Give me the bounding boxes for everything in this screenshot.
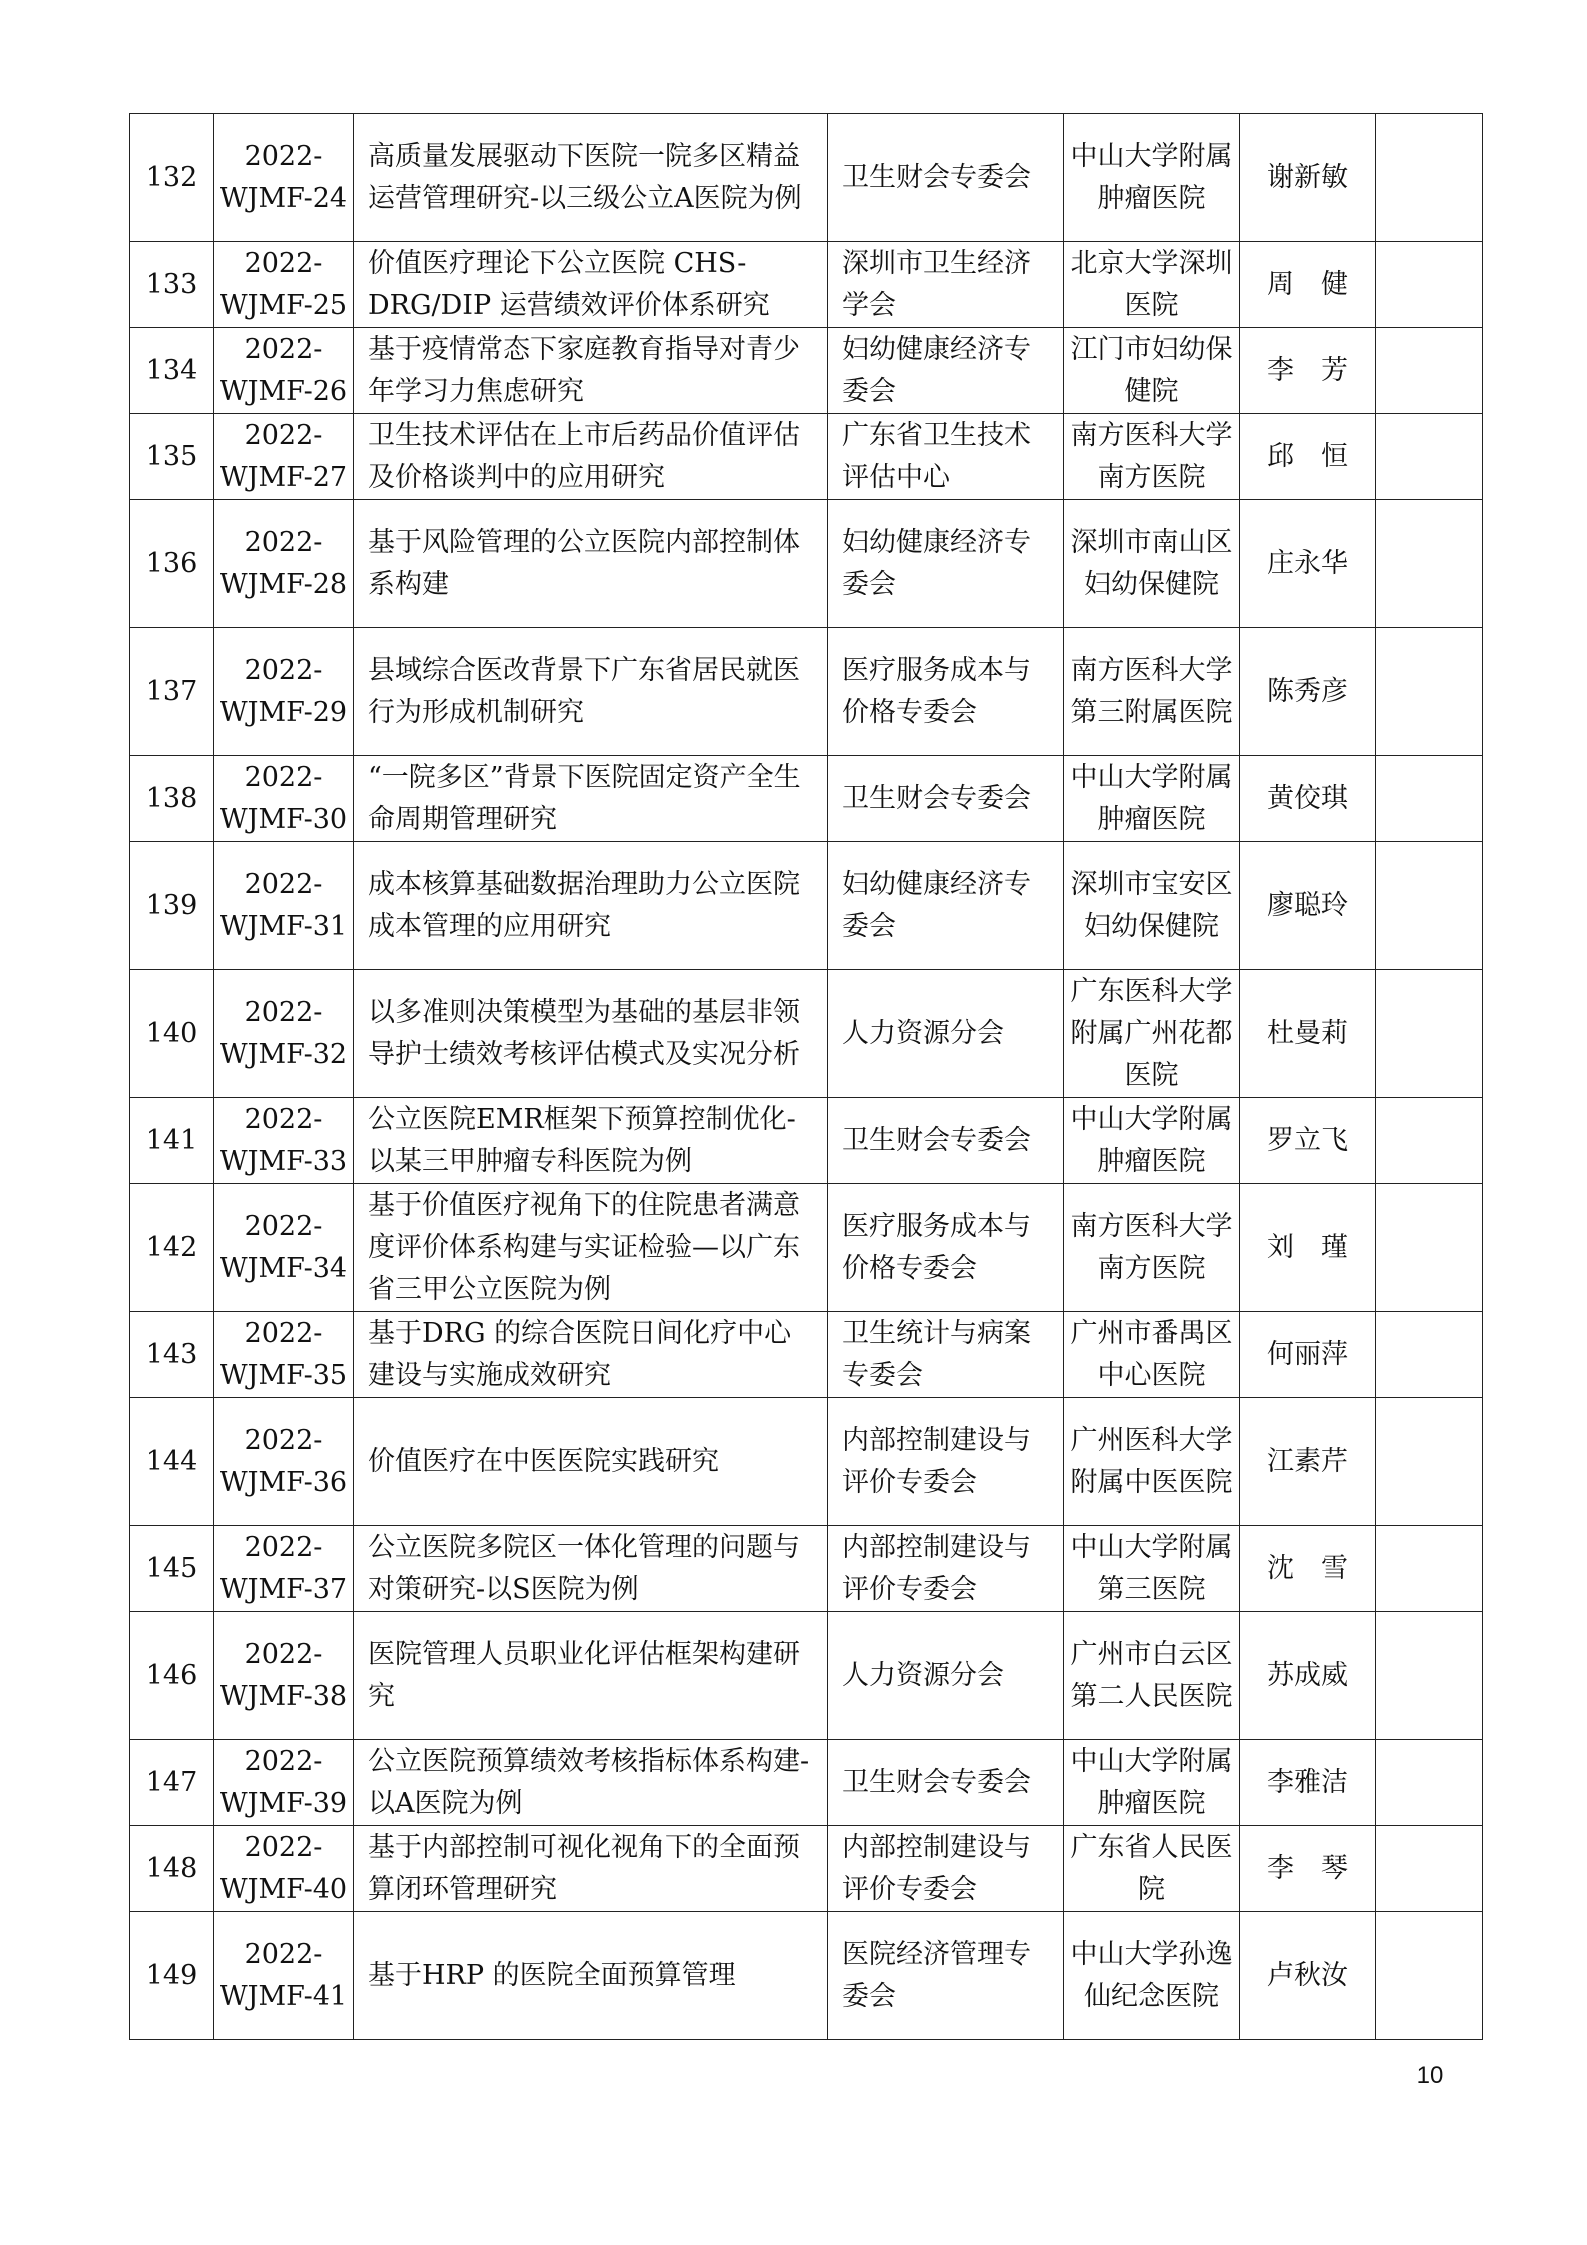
row-number-cell: 132 <box>130 114 214 242</box>
project-title-cell: 基于价值医疗视角下的住院患者满意度评价体系构建与实证检验—以广东省三甲公立医院为例 <box>354 1184 828 1312</box>
principal-investigator-cell: 何丽萍 <box>1240 1312 1376 1398</box>
institution-cell: 广州市番禺区中心医院 <box>1064 1312 1240 1398</box>
institution-cell: 广东省人民医院 <box>1064 1826 1240 1912</box>
recommending-unit-cell: 医疗服务成本与价格专委会 <box>828 628 1064 756</box>
project-code-id: WJMF-34 <box>219 1252 348 1284</box>
project-title-cell: 基于内部控制可视化视角下的全面预算闭环管理研究 <box>354 1826 828 1912</box>
project-list-table <box>129 113 1483 2040</box>
project-code-year: 2022- <box>244 247 323 279</box>
project-code-cell <box>214 414 354 500</box>
table-row <box>130 1740 1483 1826</box>
row-number-cell: 146 <box>130 1612 214 1740</box>
recommending-unit-cell: 医疗服务成本与价格专委会 <box>828 1184 1064 1312</box>
institution-cell: 南方医科大学南方医院 <box>1064 1184 1240 1312</box>
table-body <box>130 114 1483 2040</box>
project-code-cell <box>214 1826 354 1912</box>
recommending-unit-cell: 深圳市卫生经济学会 <box>828 242 1064 328</box>
recommending-unit-cell: 广东省卫生技术评估中心 <box>828 414 1064 500</box>
remarks-cell <box>1376 1312 1483 1398</box>
remarks-cell <box>1376 1612 1483 1740</box>
institution-cell: 中山大学附属肿瘤医院 <box>1064 1740 1240 1826</box>
principal-investigator-cell: 江素芹 <box>1240 1398 1376 1526</box>
row-number-cell: 134 <box>130 328 214 414</box>
recommending-unit-cell: 人力资源分会 <box>828 970 1064 1098</box>
project-code-year: 2022- <box>244 1103 323 1135</box>
project-code-year: 2022- <box>244 868 323 900</box>
institution-cell: 广东医科大学附属广州花都医院 <box>1064 970 1240 1098</box>
project-code-year: 2022- <box>244 996 323 1028</box>
row-number-cell: 147 <box>130 1740 214 1826</box>
recommending-unit-cell: 内部控制建设与评价专委会 <box>828 1826 1064 1912</box>
table-row <box>130 1184 1483 1312</box>
project-code-year: 2022- <box>244 654 323 686</box>
project-code-cell <box>214 242 354 328</box>
remarks-cell <box>1376 970 1483 1098</box>
table-row <box>130 1826 1483 1912</box>
project-title-cell: 卫生技术评估在上市后药品价值评估及价格谈判中的应用研究 <box>354 414 828 500</box>
principal-investigator-cell: 苏成威 <box>1240 1612 1376 1740</box>
project-code-year: 2022- <box>244 333 323 365</box>
institution-cell: 中山大学附属肿瘤医院 <box>1064 114 1240 242</box>
recommending-unit-cell: 妇幼健康经济专委会 <box>828 328 1064 414</box>
row-number-cell: 141 <box>130 1098 214 1184</box>
project-title-cell: 医院管理人员职业化评估框架构建研究 <box>354 1612 828 1740</box>
table-row <box>130 1912 1483 2040</box>
project-code-year: 2022- <box>244 1831 323 1863</box>
page-number: 10 <box>1416 2062 1444 2089</box>
remarks-cell <box>1376 500 1483 628</box>
institution-cell: 深圳市宝安区妇幼保健院 <box>1064 842 1240 970</box>
recommending-unit-cell: 妇幼健康经济专委会 <box>828 500 1064 628</box>
principal-investigator-cell: 庄永华 <box>1240 500 1376 628</box>
principal-investigator-cell: 卢秋汝 <box>1240 1912 1376 2040</box>
row-number-cell: 133 <box>130 242 214 328</box>
project-code-id: WJMF-32 <box>219 1038 348 1070</box>
row-number-cell: 140 <box>130 970 214 1098</box>
project-code-id: WJMF-30 <box>219 803 348 835</box>
project-code-cell <box>214 328 354 414</box>
recommending-unit-cell: 卫生财会专委会 <box>828 1098 1064 1184</box>
project-code-id: WJMF-25 <box>219 289 348 321</box>
recommending-unit-cell: 内部控制建设与评价专委会 <box>828 1526 1064 1612</box>
table-row <box>130 414 1483 500</box>
principal-investigator-cell: 李 芳 <box>1240 328 1376 414</box>
table-row <box>130 114 1483 242</box>
table-row <box>130 756 1483 842</box>
project-title-cell: 价值医疗理论下公立医院 CHS-DRG/DIP 运营绩效评价体系研究 <box>354 242 828 328</box>
row-number-cell: 148 <box>130 1826 214 1912</box>
recommending-unit-cell: 卫生财会专委会 <box>828 1740 1064 1826</box>
remarks-cell <box>1376 1826 1483 1912</box>
project-title-cell: 公立医院多院区一体化管理的问题与对策研究-以S医院为例 <box>354 1526 828 1612</box>
institution-cell: 广州医科大学附属中医医院 <box>1064 1398 1240 1526</box>
table-row <box>130 1312 1483 1398</box>
project-code-year: 2022- <box>244 1317 323 1349</box>
remarks-cell <box>1376 756 1483 842</box>
project-code-id: WJMF-35 <box>219 1359 348 1391</box>
table-row <box>130 500 1483 628</box>
row-number-cell: 142 <box>130 1184 214 1312</box>
project-code-id: WJMF-29 <box>219 696 348 728</box>
project-code-cell <box>214 1526 354 1612</box>
project-code-id: WJMF-27 <box>219 461 348 493</box>
principal-investigator-cell: 沈 雪 <box>1240 1526 1376 1612</box>
row-number-cell: 143 <box>130 1312 214 1398</box>
project-code-cell <box>214 1740 354 1826</box>
institution-cell: 南方医科大学南方医院 <box>1064 414 1240 500</box>
principal-investigator-cell: 陈秀彦 <box>1240 628 1376 756</box>
row-number-cell: 135 <box>130 414 214 500</box>
project-code-cell <box>214 970 354 1098</box>
principal-investigator-cell: 李雅洁 <box>1240 1740 1376 1826</box>
recommending-unit-cell: 卫生财会专委会 <box>828 114 1064 242</box>
project-code-cell <box>214 1398 354 1526</box>
row-number-cell: 145 <box>130 1526 214 1612</box>
project-title-cell: 成本核算基础数据治理助力公立医院成本管理的应用研究 <box>354 842 828 970</box>
project-title-cell: 基于HRP 的医院全面预算管理 <box>354 1912 828 2040</box>
table-row <box>130 842 1483 970</box>
project-title-cell: 公立医院EMR框架下预算控制优化-以某三甲肿瘤专科医院为例 <box>354 1098 828 1184</box>
principal-investigator-cell: 刘 瑾 <box>1240 1184 1376 1312</box>
institution-cell: 中山大学孙逸仙纪念医院 <box>1064 1912 1240 2040</box>
recommending-unit-cell: 卫生财会专委会 <box>828 756 1064 842</box>
project-title-cell: 以多准则决策模型为基础的基层非领导护士绩效考核评估模式及实况分析 <box>354 970 828 1098</box>
recommending-unit-cell: 卫生统计与病案专委会 <box>828 1312 1064 1398</box>
project-code-cell <box>214 628 354 756</box>
project-code-year: 2022- <box>244 140 323 172</box>
project-code-cell <box>214 1312 354 1398</box>
project-code-year: 2022- <box>244 1638 323 1670</box>
recommending-unit-cell: 妇幼健康经济专委会 <box>828 842 1064 970</box>
remarks-cell <box>1376 842 1483 970</box>
project-code-cell <box>214 1612 354 1740</box>
principal-investigator-cell: 杜曼莉 <box>1240 970 1376 1098</box>
principal-investigator-cell: 廖聪玲 <box>1240 842 1376 970</box>
remarks-cell <box>1376 114 1483 242</box>
project-code-year: 2022- <box>244 1210 323 1242</box>
remarks-cell <box>1376 328 1483 414</box>
remarks-cell <box>1376 1526 1483 1612</box>
principal-investigator-cell: 周 健 <box>1240 242 1376 328</box>
remarks-cell <box>1376 1912 1483 2040</box>
project-title-cell: 基于风险管理的公立医院内部控制体系构建 <box>354 500 828 628</box>
remarks-cell <box>1376 414 1483 500</box>
remarks-cell <box>1376 1098 1483 1184</box>
table-row <box>130 628 1483 756</box>
principal-investigator-cell: 李 琴 <box>1240 1826 1376 1912</box>
project-code-id: WJMF-28 <box>219 568 348 600</box>
project-code-cell <box>214 1098 354 1184</box>
project-code-id: WJMF-39 <box>219 1787 348 1819</box>
row-number-cell: 149 <box>130 1912 214 2040</box>
institution-cell: 中山大学附属肿瘤医院 <box>1064 756 1240 842</box>
table-row <box>130 328 1483 414</box>
institution-cell: 中山大学附属第三医院 <box>1064 1526 1240 1612</box>
recommending-unit-cell: 医院经济管理专委会 <box>828 1912 1064 2040</box>
project-code-cell <box>214 500 354 628</box>
principal-investigator-cell: 谢新敏 <box>1240 114 1376 242</box>
remarks-cell <box>1376 1398 1483 1526</box>
principal-investigator-cell: 邱 恒 <box>1240 414 1376 500</box>
project-code-year: 2022- <box>244 1424 323 1456</box>
project-code-id: WJMF-24 <box>219 182 348 214</box>
project-title-cell: “一院多区”背景下医院固定资产全生命周期管理研究 <box>354 756 828 842</box>
table-row <box>130 970 1483 1098</box>
institution-cell: 北京大学深圳医院 <box>1064 242 1240 328</box>
project-code-id: WJMF-40 <box>219 1873 348 1905</box>
project-title-cell: 公立医院预算绩效考核指标体系构建-以A医院为例 <box>354 1740 828 1826</box>
remarks-cell <box>1376 1184 1483 1312</box>
table-row <box>130 1612 1483 1740</box>
project-code-year: 2022- <box>244 761 323 793</box>
row-number-cell: 138 <box>130 756 214 842</box>
table-row <box>130 1098 1483 1184</box>
row-number-cell: 137 <box>130 628 214 756</box>
project-code-year: 2022- <box>244 526 323 558</box>
institution-cell: 中山大学附属肿瘤医院 <box>1064 1098 1240 1184</box>
project-code-cell <box>214 1184 354 1312</box>
recommending-unit-cell: 人力资源分会 <box>828 1612 1064 1740</box>
project-code-year: 2022- <box>244 419 323 451</box>
project-title-cell: 基于疫情常态下家庭教育指导对青少年学习力焦虑研究 <box>354 328 828 414</box>
row-number-cell: 139 <box>130 842 214 970</box>
project-code-cell <box>214 842 354 970</box>
project-code-cell <box>214 1912 354 2040</box>
project-code-id: WJMF-37 <box>219 1573 348 1605</box>
project-code-id: WJMF-31 <box>219 910 348 942</box>
institution-cell: 江门市妇幼保健院 <box>1064 328 1240 414</box>
remarks-cell <box>1376 242 1483 328</box>
recommending-unit-cell: 内部控制建设与评价专委会 <box>828 1398 1064 1526</box>
project-code-id: WJMF-26 <box>219 375 348 407</box>
table-row <box>130 242 1483 328</box>
project-title-cell: 县域综合医改背景下广东省居民就医行为形成机制研究 <box>354 628 828 756</box>
project-code-year: 2022- <box>244 1938 323 1970</box>
principal-investigator-cell: 黄佼琪 <box>1240 756 1376 842</box>
table-row <box>130 1398 1483 1526</box>
principal-investigator-cell: 罗立飞 <box>1240 1098 1376 1184</box>
institution-cell: 南方医科大学第三附属医院 <box>1064 628 1240 756</box>
project-title-cell: 基于DRG 的综合医院日间化疗中心建设与实施成效研究 <box>354 1312 828 1398</box>
remarks-cell <box>1376 1740 1483 1826</box>
table-row <box>130 1526 1483 1612</box>
project-code-cell <box>214 756 354 842</box>
project-code-id: WJMF-38 <box>219 1680 348 1712</box>
project-title-cell: 高质量发展驱动下医院一院多区精益运营管理研究-以三级公立A医院为例 <box>354 114 828 242</box>
row-number-cell: 144 <box>130 1398 214 1526</box>
row-number-cell: 136 <box>130 500 214 628</box>
institution-cell: 广州市白云区第二人民医院 <box>1064 1612 1240 1740</box>
remarks-cell <box>1376 628 1483 756</box>
project-code-cell <box>214 114 354 242</box>
project-title-cell: 价值医疗在中医医院实践研究 <box>354 1398 828 1526</box>
project-code-year: 2022- <box>244 1745 323 1777</box>
project-code-year: 2022- <box>244 1531 323 1563</box>
institution-cell: 深圳市南山区妇幼保健院 <box>1064 500 1240 628</box>
project-code-id: WJMF-33 <box>219 1145 348 1177</box>
project-code-id: WJMF-36 <box>219 1466 348 1498</box>
project-code-id: WJMF-41 <box>219 1980 348 2012</box>
